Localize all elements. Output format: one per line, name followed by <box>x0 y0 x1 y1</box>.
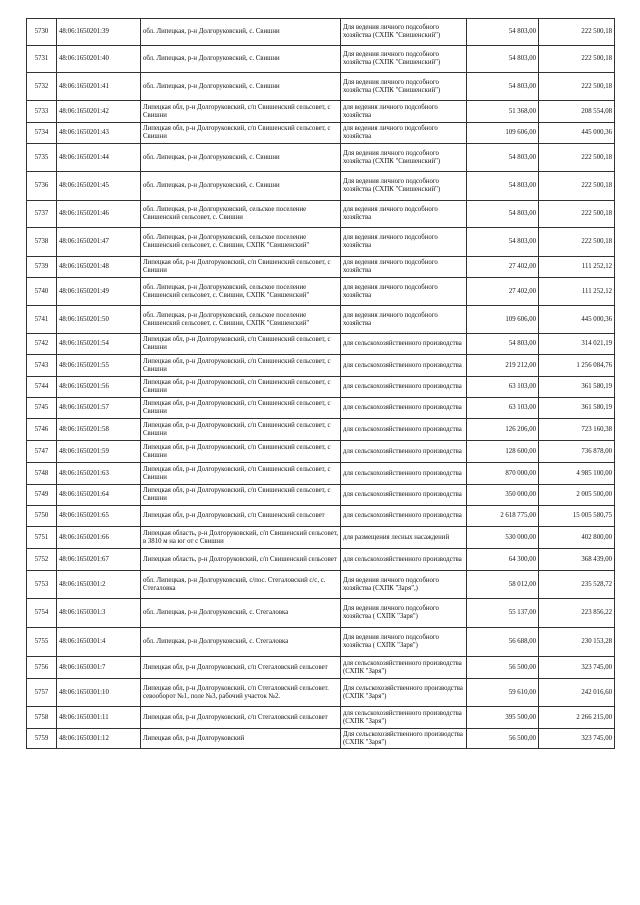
cadastral-number: 48:06:1650201:45 <box>57 172 141 201</box>
row-number: 5739 <box>27 257 57 278</box>
table-row <box>27 506 615 527</box>
area-cell: 54 803,00 <box>467 228 539 257</box>
cadastral-number: 48:06:1650201:56 <box>57 377 141 398</box>
address-cell: обл. Липецкая, р-н Долгоруковский, сельское поселение Свишенский сельсовет, с. Свишни, СХПК "Свишенский" <box>141 306 341 334</box>
address-cell: Липецкая обл, р-н Долгоруковский, с/п Свишенский сельсовет, с Свишни <box>141 441 341 463</box>
address-cell: Липецкая обл, р-н Долгоруковский, с/п Свишенский сельсовет, с Свишни <box>141 123 341 144</box>
address-cell: Липецкая обл, р-н Долгоруковский <box>141 729 341 749</box>
table-row <box>27 549 615 571</box>
land-use-cell: для ведения личного подсобного хозяйства <box>341 101 467 123</box>
row-number: 5758 <box>27 707 57 729</box>
land-use-cell: Для ведения личного подсобного хозяйства (СХПК "Заря",) <box>341 571 467 599</box>
area-cell: 870 000,00 <box>467 463 539 485</box>
address-cell: обл. Липецкая, р-н Долгоруковский, с/пос. Стегаловский с/с, с. Стегаловка <box>141 571 341 599</box>
area-cell: 54 803,00 <box>467 144 539 172</box>
cadastral-number: 48:06:1650201:55 <box>57 355 141 377</box>
area-cell: 56 500,00 <box>467 729 539 749</box>
land-use-cell: для сельскохозяйственного производства <box>341 334 467 355</box>
address-cell: Липецкая обл, р-н Долгоруковский, с/п Свишенский сельсовет, с Свишни <box>141 334 341 355</box>
price-cell: 222 500,18 <box>539 172 615 201</box>
price-cell: 368 439,00 <box>539 549 615 571</box>
price-cell: 723 160,38 <box>539 419 615 441</box>
land-use-cell: Для ведения личного подсобного хозяйства (СХПК "Свишенский") <box>341 46 467 73</box>
area-cell: 350 000,00 <box>467 485 539 506</box>
land-parcels-table <box>26 18 615 749</box>
address-cell: обл. Липецкая, р-н Долгоруковский, сельское поселение Свишенский сельсовет, с. Свишни, СХПК "Свишенский" <box>141 228 341 257</box>
row-number: 5755 <box>27 628 57 657</box>
address-cell: Липецкая обл, р-н Долгоруковский, с/п Свишенский сельсовет, с Свишни <box>141 377 341 398</box>
cadastral-number: 48:06:1650301:3 <box>57 599 141 628</box>
area-cell: 63 103,00 <box>467 398 539 419</box>
price-cell: 222 500,18 <box>539 73 615 101</box>
cadastral-number: 48:06:1650201:63 <box>57 463 141 485</box>
area-cell: 56 500,00 <box>467 657 539 679</box>
price-cell: 402 800,00 <box>539 527 615 549</box>
table-row <box>27 729 615 749</box>
land-use-cell: для сельскохозяйственного производства <box>341 506 467 527</box>
address-cell: обл. Липецкая, р-н Долгоруковский, с. Свишни <box>141 172 341 201</box>
area-cell: 530 000,00 <box>467 527 539 549</box>
table-row <box>27 527 615 549</box>
area-cell: 64 300,00 <box>467 549 539 571</box>
cadastral-number: 48:06:1650301:2 <box>57 571 141 599</box>
cadastral-number: 48:06:1650201:39 <box>57 19 141 46</box>
row-number: 5733 <box>27 101 57 123</box>
table-row <box>27 377 615 398</box>
price-cell: 323 745,00 <box>539 729 615 749</box>
price-cell: 4 985 100,00 <box>539 463 615 485</box>
land-use-cell: для сельскохозяйственного производства <box>341 441 467 463</box>
price-cell: 235 528,72 <box>539 571 615 599</box>
row-number: 5752 <box>27 549 57 571</box>
area-cell: 59 610,00 <box>467 679 539 707</box>
table-row <box>27 19 615 46</box>
row-number: 5730 <box>27 19 57 46</box>
area-cell: 126 206,00 <box>467 419 539 441</box>
area-cell: 54 803,00 <box>467 46 539 73</box>
cadastral-number: 48:06:1650301:11 <box>57 707 141 729</box>
land-use-cell: для сельскохозяйственного производства <box>341 398 467 419</box>
address-cell: Липецкая обл, р-н Долгоруковский, с/п Стегаловский сельсовет. севооборот №1, поле №3, рабочий участок №2. <box>141 679 341 707</box>
price-cell: 222 500,18 <box>539 46 615 73</box>
land-use-cell: Для ведения личного подсобного хозяйства ( СХПК "Заря") <box>341 628 467 657</box>
land-use-cell: для ведения личного подсобного хозяйства <box>341 278 467 306</box>
area-cell: 27 402,00 <box>467 257 539 278</box>
table-row <box>27 463 615 485</box>
land-use-cell: для ведения личного подсобного хозяйства <box>341 201 467 228</box>
area-cell: 2 618 775,00 <box>467 506 539 527</box>
area-cell: 395 500,00 <box>467 707 539 729</box>
cadastral-number: 48:06:1650301:10 <box>57 679 141 707</box>
table-row <box>27 441 615 463</box>
land-use-cell: Для сельскохозяйственного производства (СХПК "Заря") <box>341 679 467 707</box>
row-number: 5742 <box>27 334 57 355</box>
table-row <box>27 144 615 172</box>
area-cell: 54 803,00 <box>467 172 539 201</box>
row-number: 5731 <box>27 46 57 73</box>
land-use-cell: Для сельскохозяйственного производства (СХПК "Заря") <box>341 729 467 749</box>
cadastral-number: 48:06:1650201:40 <box>57 46 141 73</box>
land-use-cell: Для ведения личного подсобного хозяйства (СХПК "Свишенский") <box>341 73 467 101</box>
row-number: 5751 <box>27 527 57 549</box>
cadastral-number: 48:06:1650201:48 <box>57 257 141 278</box>
area-cell: 58 012,00 <box>467 571 539 599</box>
table-row <box>27 334 615 355</box>
address-cell: Липецкая область, р-н Долгоруковский, с/п Свишенский сельсовет, в 3810 м на юг от с Свишни <box>141 527 341 549</box>
address-cell: Липецкая обл, р-н Долгоруковский, с/п Свишенский сельсовет, с Свишни <box>141 257 341 278</box>
price-cell: 736 878,00 <box>539 441 615 463</box>
address-cell: Липецкая обл, р-н Долгоруковский, с/п Свишенский сельсовет, с Свишни <box>141 463 341 485</box>
address-cell: Липецкая обл, р-н Долгоруковский, с/п Стегаловский сельсовет <box>141 657 341 679</box>
cadastral-number: 48:06:1650201:46 <box>57 201 141 228</box>
address-cell: обл. Липецкая, р-н Долгоруковский, сельское поселение Свишенский сельсовет, с. Свишни, СХПК "Свишенский" <box>141 278 341 306</box>
land-use-cell: для размещения лесных насаждений <box>341 527 467 549</box>
price-cell: 223 856,22 <box>539 599 615 628</box>
row-number: 5740 <box>27 278 57 306</box>
cadastral-number: 48:06:1650301:12 <box>57 729 141 749</box>
price-cell: 242 016,60 <box>539 679 615 707</box>
row-number: 5738 <box>27 228 57 257</box>
land-use-cell: Для ведения личного подсобного хозяйства (СХПК "Свишенский") <box>341 19 467 46</box>
land-use-cell: для сельскохозяйственного производства <box>341 549 467 571</box>
area-cell: 54 803,00 <box>467 334 539 355</box>
price-cell: 2 266 215,00 <box>539 707 615 729</box>
row-number: 5754 <box>27 599 57 628</box>
area-cell: 109 606,00 <box>467 306 539 334</box>
price-cell: 230 153,28 <box>539 628 615 657</box>
price-cell: 222 500,18 <box>539 19 615 46</box>
price-cell: 208 554,08 <box>539 101 615 123</box>
row-number: 5757 <box>27 679 57 707</box>
cadastral-number: 48:06:1650201:50 <box>57 306 141 334</box>
cadastral-number: 48:06:1650201:54 <box>57 334 141 355</box>
row-number: 5753 <box>27 571 57 599</box>
price-cell: 323 745,00 <box>539 657 615 679</box>
cadastral-number: 48:06:1650301:4 <box>57 628 141 657</box>
land-use-cell: Для ведения личного подсобного хозяйства ( СХПК "Заря") <box>341 599 467 628</box>
row-number: 5743 <box>27 355 57 377</box>
cadastral-number: 48:06:1650201:49 <box>57 278 141 306</box>
land-use-cell: для сельскохозяйственного производства <box>341 355 467 377</box>
table-row <box>27 201 615 228</box>
area-cell: 128 600,00 <box>467 441 539 463</box>
land-use-cell: Для ведения личного подсобного хозяйства (СХПК "Свишенский") <box>341 172 467 201</box>
row-number: 5744 <box>27 377 57 398</box>
land-use-cell: для ведения личного подсобного хозяйства <box>341 228 467 257</box>
land-use-cell: для ведения личного подсобного хозяйства <box>341 123 467 144</box>
address-cell: обл. Липецкая, р-н Долгоруковский, с. Свишни <box>141 19 341 46</box>
cadastral-number: 48:06:1650201:44 <box>57 144 141 172</box>
area-cell: 27 402,00 <box>467 278 539 306</box>
cadastral-number: 48:06:1650201:41 <box>57 73 141 101</box>
price-cell: 222 500,18 <box>539 228 615 257</box>
cadastral-number: 48:06:1650201:57 <box>57 398 141 419</box>
land-use-cell: для сельскохозяйственного производства <box>341 377 467 398</box>
table-body <box>27 19 615 749</box>
cadastral-number: 48:06:1650201:67 <box>57 549 141 571</box>
row-number: 5735 <box>27 144 57 172</box>
row-number: 5750 <box>27 506 57 527</box>
table-row <box>27 46 615 73</box>
cadastral-number: 48:06:1650201:43 <box>57 123 141 144</box>
table-row <box>27 73 615 101</box>
table-row <box>27 599 615 628</box>
cadastral-number: 48:06:1650201:58 <box>57 419 141 441</box>
address-cell: обл. Липецкая, р-н Долгоруковский, с. Стегаловка <box>141 599 341 628</box>
table-row <box>27 398 615 419</box>
address-cell: Липецкая обл, р-н Долгоруковский, с/п Свишенский сельсовет, с Свишни <box>141 485 341 506</box>
row-number: 5759 <box>27 729 57 749</box>
area-cell: 56 688,00 <box>467 628 539 657</box>
table-row <box>27 355 615 377</box>
table-row <box>27 257 615 278</box>
area-cell: 54 803,00 <box>467 19 539 46</box>
address-cell: Липецкая обл, р-н Долгоруковский, с/п Свишенский сельсовет, с Свишни <box>141 355 341 377</box>
price-cell: 2 005 500,00 <box>539 485 615 506</box>
land-use-cell: для ведения личного подсобного хозяйства <box>341 257 467 278</box>
cadastral-number: 48:06:1650201:42 <box>57 101 141 123</box>
row-number: 5749 <box>27 485 57 506</box>
document-page <box>26 18 614 749</box>
row-number: 5756 <box>27 657 57 679</box>
table-row <box>27 657 615 679</box>
address-cell: Липецкая обл, р-н Долгоруковский, с/п Свишенский сельсовет <box>141 506 341 527</box>
price-cell: 361 580,19 <box>539 377 615 398</box>
land-use-cell: для сельскохозяйственного производства <box>341 463 467 485</box>
land-use-cell: для сельскохозяйственного производства <box>341 485 467 506</box>
land-use-cell: для сельскохозяйственного производства (СХПК "Заря") <box>341 707 467 729</box>
table-row <box>27 172 615 201</box>
row-number: 5745 <box>27 398 57 419</box>
address-cell: Липецкая обл, р-н Долгоруковский, с/п Свишенский сельсовет, с Свишни <box>141 101 341 123</box>
price-cell: 361 580,19 <box>539 398 615 419</box>
address-cell: обл. Липецкая, р-н Долгоруковский, с. Свишни <box>141 144 341 172</box>
area-cell: 219 212,00 <box>467 355 539 377</box>
table-row <box>27 419 615 441</box>
area-cell: 55 137,00 <box>467 599 539 628</box>
price-cell: 111 252,12 <box>539 278 615 306</box>
address-cell: Липецкая обл, р-н Долгоруковский, с/п Свишенский сельсовет, с Свишни <box>141 419 341 441</box>
address-cell: обл. Липецкая, р-н Долгоруковский, сельское поселение Свишенский сельсовет, с. Свишни <box>141 201 341 228</box>
area-cell: 54 803,00 <box>467 201 539 228</box>
area-cell: 63 103,00 <box>467 377 539 398</box>
cadastral-number: 48:06:1650201:47 <box>57 228 141 257</box>
address-cell: обл. Липецкая, р-н Долгоруковский, с. Стегаловка <box>141 628 341 657</box>
table-row <box>27 123 615 144</box>
area-cell: 109 606,00 <box>467 123 539 144</box>
table-row <box>27 628 615 657</box>
table-row <box>27 228 615 257</box>
row-number: 5747 <box>27 441 57 463</box>
row-number: 5732 <box>27 73 57 101</box>
area-cell: 51 368,00 <box>467 101 539 123</box>
table-row <box>27 101 615 123</box>
price-cell: 222 500,18 <box>539 201 615 228</box>
price-cell: 222 500,18 <box>539 144 615 172</box>
table-row <box>27 306 615 334</box>
price-cell: 314 021,19 <box>539 334 615 355</box>
price-cell: 15 005 580,75 <box>539 506 615 527</box>
land-use-cell: для сельскохозяйственного производства (СХПК "Заря") <box>341 657 467 679</box>
row-number: 5736 <box>27 172 57 201</box>
price-cell: 445 000,36 <box>539 306 615 334</box>
address-cell: Липецкая обл, р-н Долгоруковский, с/п Стегаловский сельсовет <box>141 707 341 729</box>
row-number: 5737 <box>27 201 57 228</box>
row-number: 5741 <box>27 306 57 334</box>
area-cell: 54 803,00 <box>467 73 539 101</box>
price-cell: 1 256 084,76 <box>539 355 615 377</box>
cadastral-number: 48:06:1650201:59 <box>57 441 141 463</box>
address-cell: Липецкая область, р-н Долгоруковский, с/п Свишенский сельсовет <box>141 549 341 571</box>
address-cell: обл. Липецкая, р-н Долгоруковский, с. Свишни <box>141 46 341 73</box>
cadastral-number: 48:06:1650201:65 <box>57 506 141 527</box>
cadastral-number: 48:06:1650301:7 <box>57 657 141 679</box>
table-row <box>27 679 615 707</box>
cadastral-number: 48:06:1650201:66 <box>57 527 141 549</box>
row-number: 5748 <box>27 463 57 485</box>
table-row <box>27 707 615 729</box>
cadastral-number: 48:06:1650201:64 <box>57 485 141 506</box>
table-row <box>27 571 615 599</box>
table-row <box>27 485 615 506</box>
price-cell: 445 000,36 <box>539 123 615 144</box>
land-use-cell: для ведения личного подсобного хозяйства <box>341 306 467 334</box>
row-number: 5746 <box>27 419 57 441</box>
row-number: 5734 <box>27 123 57 144</box>
table-row <box>27 278 615 306</box>
price-cell: 111 252,12 <box>539 257 615 278</box>
address-cell: обл. Липецкая, р-н Долгоруковский, с. Свишни <box>141 73 341 101</box>
land-use-cell: для сельскохозяйственного производства <box>341 419 467 441</box>
address-cell: Липецкая обл, р-н Долгоруковский, с/п Свишенский сельсовет, с Свишни <box>141 398 341 419</box>
land-use-cell: Для ведения личного подсобного хозяйства (СХПК "Свишенский") <box>341 144 467 172</box>
